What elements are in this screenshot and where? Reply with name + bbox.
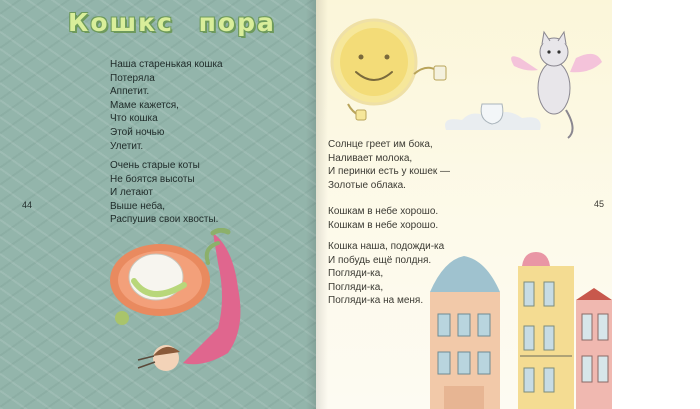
- pastel-houses-illustration: [424, 252, 612, 409]
- left-page: [0, 0, 316, 409]
- poem-line: Кошкам в небе хорошо.: [328, 206, 439, 217]
- poem-line: Очень старые коты: [110, 160, 200, 171]
- poem-line: Золотые облака.: [328, 179, 406, 191]
- poem-line: Наливает молока,: [328, 152, 413, 164]
- page-number-right: 45: [594, 199, 605, 209]
- poem-line: Маме кажется,: [110, 99, 179, 111]
- poem-line: Кошкам в небе хорошо.: [328, 219, 439, 231]
- poem-line: И летают: [110, 187, 153, 199]
- poem-line: Распушив свои хвосты.: [110, 214, 219, 226]
- teapot-on-cloud-illustration: [436, 90, 556, 140]
- poem-line: Погляди-ка на меня.: [328, 295, 424, 307]
- poem-line: Потеряла: [110, 72, 155, 84]
- poem-line: Погляди-ка,: [328, 281, 384, 293]
- poem-line: Погляди-ка,: [328, 268, 384, 280]
- book-gutter-shadow: [306, 0, 328, 409]
- poem-line: Кошка наша, подожди-ка: [328, 241, 445, 252]
- right-stanza-2: [328, 205, 438, 232]
- poem-line: Не боятся высоты: [110, 173, 195, 185]
- page-number-left: 44: [22, 200, 33, 210]
- poem-line: Солнце греет им бока,: [328, 139, 433, 150]
- poem-line: И побудь ещё полдня.: [328, 254, 432, 266]
- left-stanza-2: [110, 159, 218, 227]
- poem-line: Улетит.: [110, 140, 144, 152]
- left-stanza-1: [110, 58, 223, 153]
- poem-line: Что кошка: [110, 113, 158, 125]
- poem-line: Этой ночью: [110, 126, 165, 138]
- poem-line: Выше неба,: [110, 200, 166, 212]
- right-page: [316, 0, 612, 409]
- girl-in-pink-illustration: [108, 228, 278, 378]
- poem-line: И перинки есть у кошек —: [328, 166, 451, 178]
- poem-line: Наша старенькая кошка: [110, 59, 223, 70]
- right-stanza-1: [328, 138, 450, 192]
- poem-line: Аппетит.: [110, 86, 150, 98]
- poem-title: Кошкс пора: [68, 8, 276, 37]
